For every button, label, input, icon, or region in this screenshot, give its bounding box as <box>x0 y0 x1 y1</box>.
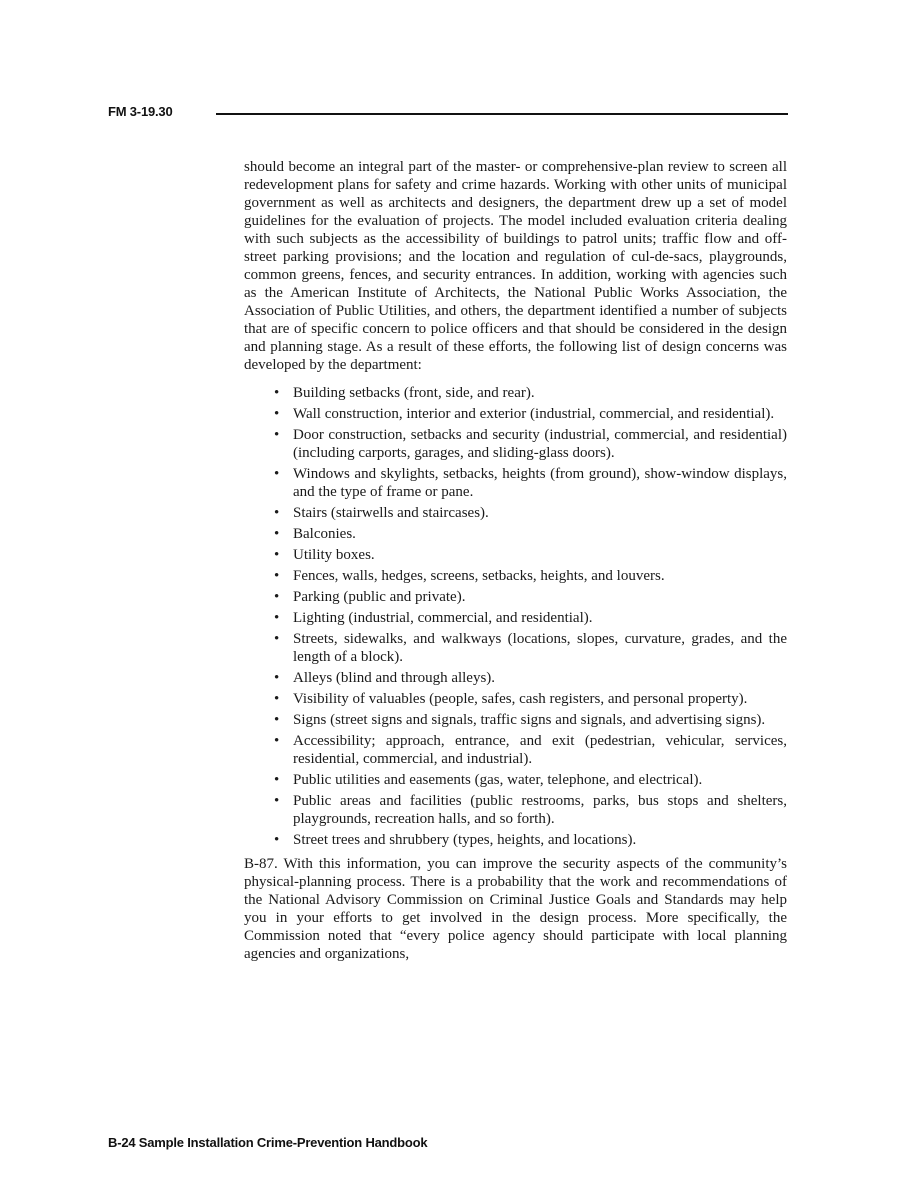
list-item-text: Windows and skylights, setbacks, heights (from ground), show-window displays, and the type of frame or pane. <box>293 466 787 500</box>
list-item <box>244 546 787 564</box>
bullet-icon: • <box>274 526 280 542</box>
list-item <box>244 711 787 729</box>
list-item-text: Balconies. <box>293 526 356 542</box>
bullet-icon: • <box>274 772 280 788</box>
list-item-text: Public areas and facilities (public restrooms, parks, bus stops and shelters, playgrounds, recreation halls, and so forth). <box>293 793 787 827</box>
design-concerns-list <box>244 384 787 849</box>
bullet-icon: • <box>274 406 280 422</box>
bullet-icon: • <box>274 589 280 605</box>
list-item-text: Accessibility; approach, entrance, and exit (pedestrian, vehicular, services, residential, commercial, and industrial). <box>293 733 787 767</box>
list-item-text: Streets, sidewalks, and walkways (locations, slopes, curvature, grades, and the length of a block). <box>293 631 787 665</box>
bullet-icon: • <box>274 466 280 482</box>
list-item-text: Door construction, setbacks and security (industrial, commercial, and residential) (including carports, garages, and sliding-glass doors). <box>293 427 787 461</box>
list-item <box>244 609 787 627</box>
list-item-text: Signs (street signs and signals, traffic signs and signals, and advertising signs). <box>293 712 766 728</box>
bullet-icon: • <box>274 610 280 626</box>
list-item <box>244 732 787 768</box>
list-item <box>244 690 787 708</box>
list-item <box>244 504 787 522</box>
bullet-icon: • <box>274 505 280 521</box>
bullet-icon: • <box>274 568 280 584</box>
header-rule <box>216 113 788 115</box>
bullet-icon: • <box>274 712 280 728</box>
list-item-text: Lighting (industrial, commercial, and residential). <box>293 610 593 626</box>
list-item-text: Alleys (blind and through alleys). <box>293 670 496 686</box>
bullet-icon: • <box>274 427 280 443</box>
bullet-icon: • <box>274 793 280 809</box>
list-item <box>244 384 787 402</box>
intro-paragraph: should become an integral part of the master- or comprehensive-plan review to screen all redevelopment plans for safety and crime hazards. Working with other units of municipal government as well as architects and designers, the department drew up a set of model guidelines for the evaluation of projects. The model included evaluation criteria dealing with such subjects as the accessibility of buildings to patrol units; traffic flow and off-street parking provisions; and the location and regulation of cul-de-sacs, playgrounds, common greens, fences, and security entrances. In addition, working with agencies such as the American Institute of Architects, the National Public Works Association, the Association of Public Utilities, and others, the department identified a number of subjects that are of specific concern to police officers and that should be considered in the design and planning stage. As a result of these efforts, the following list of design concerns was developed by the department: <box>244 159 787 373</box>
list-item-text: Fences, walls, hedges, screens, setbacks, heights, and louvers. <box>293 568 665 584</box>
list-item-text: Utility boxes. <box>293 547 375 563</box>
list-item <box>244 525 787 543</box>
list-item-text: Stairs (stairwells and staircases). <box>293 505 489 521</box>
list-item <box>244 831 787 849</box>
list-item <box>244 792 787 828</box>
bullet-icon: • <box>274 733 280 749</box>
list-item-text: Wall construction, interior and exterior (industrial, commercial, and residential). <box>293 406 775 422</box>
list-item-text: Parking (public and private). <box>293 589 466 605</box>
list-item <box>244 567 787 585</box>
list-item <box>244 630 787 666</box>
list-item <box>244 405 787 423</box>
list-item <box>244 588 787 606</box>
page-body <box>244 158 787 963</box>
bullet-icon: • <box>274 547 280 563</box>
list-item-text: Public utilities and easements (gas, water, telephone, and electrical). <box>293 772 703 788</box>
list-item <box>244 771 787 789</box>
running-header-doc-id: FM 3-19.30 <box>108 104 173 119</box>
list-item-text: Street trees and shrubbery (types, heights, and locations). <box>293 832 637 848</box>
closing-paragraph: B-87. With this information, you can improve the security aspects of the community’s physical-planning process. There is a probability that the work and recommendations of the National Advisory Commission on Criminal Justice Goals and Standards may help you in your efforts to get involved in the design process. More specifically, the Commission noted that “every police agency should participate with local planning agencies and organizations, <box>244 856 787 962</box>
list-item-text: Building setbacks (front, side, and rear). <box>293 385 535 401</box>
list-item <box>244 426 787 462</box>
bullet-icon: • <box>274 670 280 686</box>
list-item <box>244 465 787 501</box>
bullet-icon: • <box>274 385 280 401</box>
bullet-icon: • <box>274 631 280 647</box>
running-footer: B-24 Sample Installation Crime-Prevention Handbook <box>108 1135 428 1150</box>
bullet-icon: • <box>274 832 280 848</box>
list-item-text: Visibility of valuables (people, safes, cash registers, and personal property). <box>293 691 748 707</box>
bullet-icon: • <box>274 691 280 707</box>
list-item <box>244 669 787 687</box>
